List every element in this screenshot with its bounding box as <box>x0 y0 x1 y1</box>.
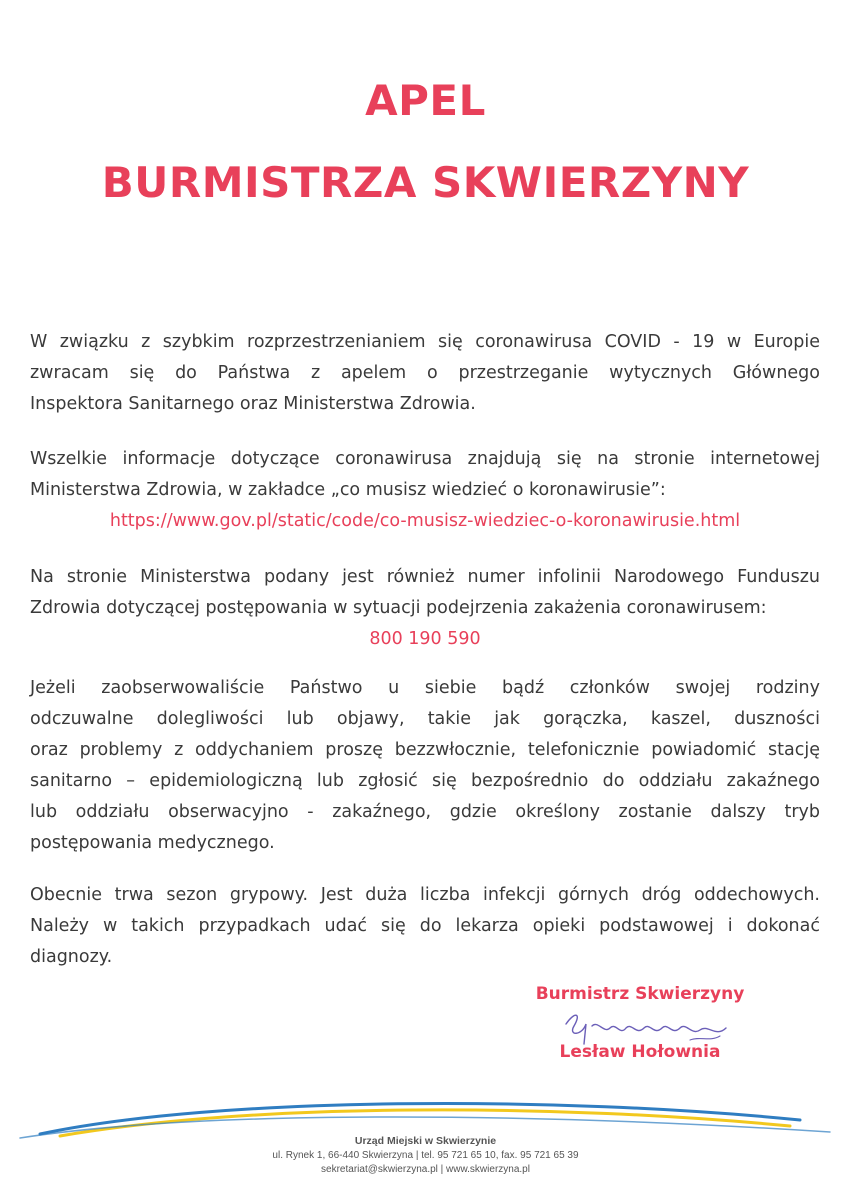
footer-office-name: Urząd Miejski w Skwierzynie <box>354 1135 497 1147</box>
paragraph-info-source <box>30 444 820 537</box>
hotline-number: 800 190 590 <box>369 629 481 649</box>
paragraph-line: oraz problemy z oddychaniem proszę bezzwłocznie, telefonicznie powiadomić stację <box>30 740 820 760</box>
paragraph-line: zwracam się do Państwa z apelem o przestrzeganie wytycznych Głównego <box>30 363 820 383</box>
paragraph-flu-season <box>30 880 820 973</box>
paragraph-line: Na stronie Ministerstwa podany jest również numer infolinii Narodowego Funduszu <box>30 567 820 587</box>
paragraph-line: Zdrowia dotyczącej postępowania w sytuacji podejrzenia zakażenia coronawirusem: <box>30 598 767 618</box>
title-line-2: BURMISTRZA SKWIERZYNY <box>101 158 750 207</box>
paragraph-line: Wszelkie informacje dotyczące coronawirusa znajdują się na stronie internetowej <box>30 449 820 469</box>
paragraph-line: sanitarno – epidemiologiczną lub zgłosić się bezpośrednio do oddziału zakaźnego <box>30 771 820 791</box>
footer-address: ul. Rynek 1, 66-440 Skwierzyna | tel. 95 721 65 10, fax. 95 721 65 39 <box>272 1150 579 1161</box>
paragraph-line: odczuwalne dolegliwości lub objawy, takie jak gorączka, kaszel, duszności <box>30 709 820 729</box>
paragraph-symptoms <box>30 673 820 859</box>
paragraph-line: postępowania medycznego. <box>30 833 275 853</box>
signature-name: Lesław Hołownia <box>559 1042 721 1062</box>
paragraph-line: lub oddziału obserwacyjno - zakaźnego, gdzie określony zostanie dalszy tryb <box>30 802 820 822</box>
paragraph-line: diagnozy. <box>30 947 113 967</box>
paragraph-line: Należy w takich przypadkach udać się do lekarza opieki podstawowej i dokonać <box>30 916 820 936</box>
paragraph-line: Jeżeli zaobserwowaliście Państwo u siebie bądź członków swojej rodziny <box>30 678 820 698</box>
paragraph-hotline <box>30 562 820 655</box>
title-line-1: APEL <box>365 76 486 125</box>
signature-role: Burmistrz Skwierzyny <box>535 984 745 1004</box>
ministry-link[interactable]: https://www.gov.pl/static/code/co-musisz-wiedziec-o-koronawirusie.html <box>109 511 741 531</box>
paragraph-line: Ministerstwa Zdrowia, w zakładce „co musisz wiedzieć o koronawirusie”: <box>30 480 666 500</box>
footer-wave-decoration <box>0 1090 851 1140</box>
paragraph-line: Inspektora Sanitarnego oraz Ministerstwa Zdrowia. <box>30 394 476 414</box>
footer-contact: sekretariat@skwierzyna.pl | www.skwierzyna.pl <box>321 1164 530 1175</box>
paragraph-line: Obecnie trwa sezon grypowy. Jest duża liczba infekcji górnych dróg oddechowych. <box>30 885 820 905</box>
paragraph-line: W związku z szybkim rozprzestrzenianiem się coronawirusa COVID - 19 w Europie <box>30 332 820 352</box>
paragraph-covid-appeal <box>30 327 820 420</box>
